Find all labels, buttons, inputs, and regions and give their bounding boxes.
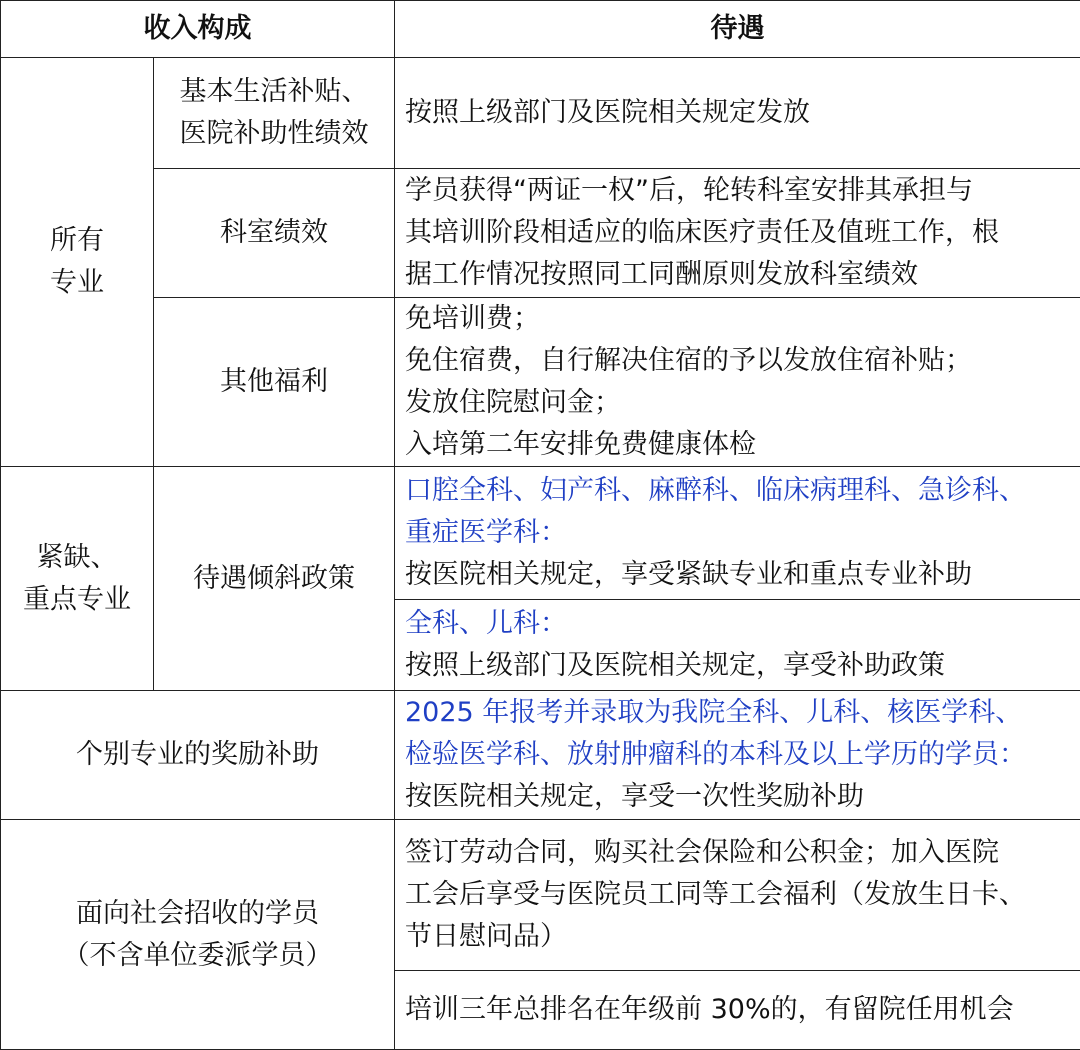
table-row-other: [1, 298, 1080, 467]
other-benefits-text: [395, 298, 1080, 467]
tilt-b-majors: 全科、儿科：: [405, 608, 567, 639]
reward-majors-line1: 2025 年报考并录取为我院全科、儿科、核医学科、: [405, 697, 1023, 728]
other-line-3: 发放住院慰问金；: [405, 387, 621, 418]
dept-performance-text: [395, 169, 1080, 298]
dept-line-1: 学员获得“两证一权”后，轮转科室安排其承担与: [405, 175, 973, 206]
group-all-majors: [1, 58, 154, 467]
other-line-4: 入培第二年安排免费健康体检: [405, 429, 756, 460]
social-b-text: 培训三年总排名在年级前 30%的，有留院任用机会: [405, 994, 1014, 1025]
other-benefits-label: 其他福利: [154, 298, 395, 467]
social-a-line-1: 签订劳动合同，购买社会保险和公积金；加入医院: [405, 837, 999, 868]
dept-line-3: 据工作情况按照同工同酬原则发放科室绩效: [405, 259, 918, 290]
basic-allowance-label: [154, 58, 395, 169]
table-row-basic: [1, 58, 1080, 169]
social-label-line1: 面向社会招收的学员: [76, 897, 319, 929]
tilt-policy-text-b: [395, 600, 1080, 691]
social-retention-text: [395, 971, 1080, 1050]
basic-text: 按照上级部门及医院相关规定发放: [405, 97, 810, 128]
dept-performance-label: 科室绩效: [154, 169, 395, 298]
tilt-policy-label: 待遇倾斜政策: [154, 467, 395, 691]
other-line-2: 免住宿费，自行解决住宿的予以发放住宿补贴；: [405, 345, 972, 376]
basic-allowance-text: [395, 58, 1080, 169]
social-recruit-label: [1, 820, 395, 1050]
table-row-tilt-a: [1, 467, 1080, 600]
header-composition: 收入构成: [1, 1, 395, 58]
tilt-b-text: 按照上级部门及医院相关规定，享受补助政策: [405, 650, 945, 681]
social-a-line-3: 节日慰问品）: [405, 921, 567, 952]
reward-label: 个别专业的奖励补助: [1, 691, 395, 820]
social-contract-text: [395, 820, 1080, 971]
other-line-1: 免培训费；: [405, 303, 540, 334]
group-shortage-line1: 紧缺、: [36, 541, 118, 573]
group-all-line2: 专业: [50, 267, 104, 298]
header-row: [1, 1, 1080, 58]
social-a-line-2: 工会后享受与医院员工同等工会福利（发放生日卡、: [405, 879, 1026, 910]
reward-policy-text: 按医院相关规定，享受一次性奖励补助: [405, 781, 864, 812]
reward-text: [395, 691, 1080, 820]
table-row-dept: [1, 169, 1080, 298]
social-label-line2: （不含单位委派学员）: [62, 939, 333, 971]
dept-line-2: 其培训阶段相适应的临床医疗责任及值班工作，根: [405, 217, 999, 248]
basic-label-line2: 医院补助性绩效: [179, 118, 369, 149]
header-treatment: 待遇: [395, 1, 1080, 58]
tilt-policy-text-a: [395, 467, 1080, 600]
tilt-a-majors-line2: 重症医学科：: [405, 517, 567, 548]
table-row-social-a: [1, 820, 1080, 971]
reward-majors-line2: 检验医学科、放射肿瘤科的本科及以上学历的学员：: [405, 739, 1026, 770]
group-shortage-line2: 重点专业: [23, 583, 131, 615]
tilt-a-majors-line1: 口腔全科、妇产科、麻醉科、临床病理科、急诊科、: [405, 475, 1026, 506]
tilt-a-text: 按医院相关规定，享受紧缺专业和重点专业补助: [405, 559, 972, 590]
group-shortage-majors: [1, 467, 154, 691]
group-all-line1: 所有: [50, 225, 104, 256]
table-row-reward: [1, 691, 1080, 820]
basic-label-line1: 基本生活补贴、: [179, 76, 369, 107]
